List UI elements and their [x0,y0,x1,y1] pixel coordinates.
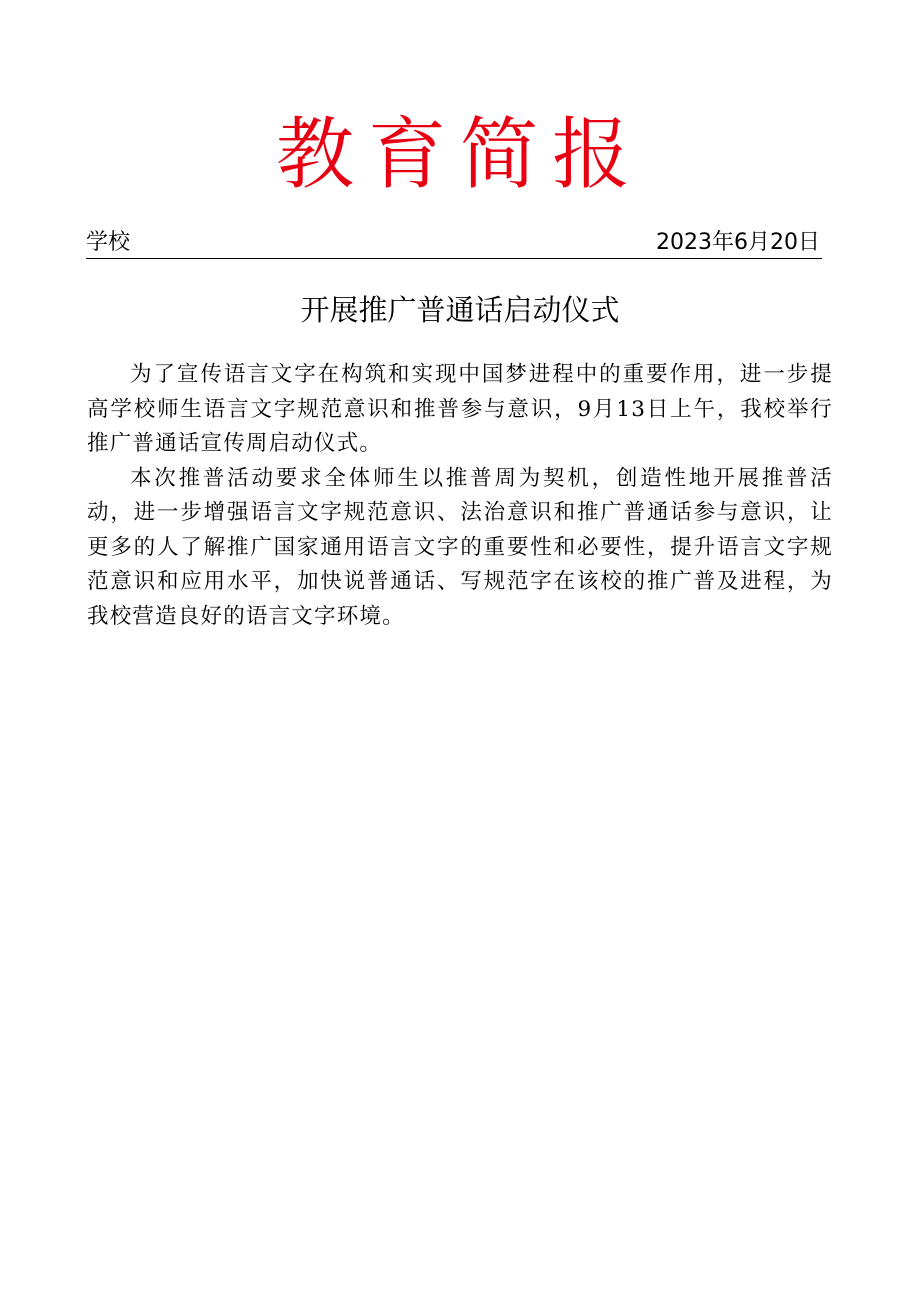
article-headline: 开展推广普通话启动仪式 [300,293,620,327]
article-body [87,358,833,634]
masthead-title: 教育简报 [275,110,644,200]
body-paragraph: 为了宣传语言文字在构筑和实现中国梦进程中的重要作用，进一步提高学校师生语言文字规范意识和推普参与意识，9月13日上午，我校举行推广普通话宣传周启动仪式。 [87,362,833,456]
school-label: 学校 [86,230,131,255]
issue-date: 2023年6月20日 [656,230,820,255]
body-paragraph: 本次推普活动要求全体师生以推普周为契机，创造性地开展推普活动，进一步增强语言文字规范意识、法治意识和推广普通话参与意识，让更多的人了解推广国家通用语言文字的重要性和必要性，提升语言文字规范意识和应用水平，加快说普通话、写规范字在该校的推广普及进程，为我校营造良好的语言文字环境。 [87,465,833,629]
header-info-row [86,228,822,259]
